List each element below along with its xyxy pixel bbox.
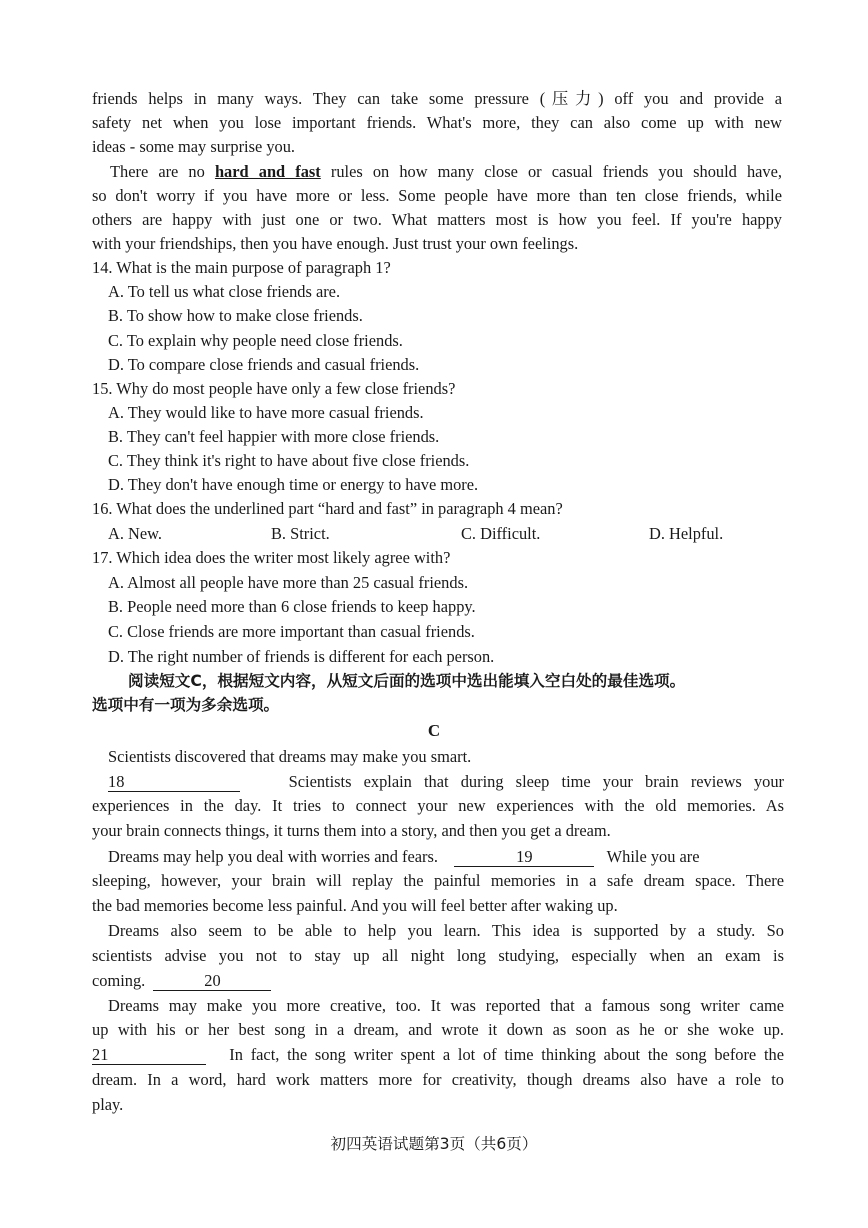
passage-c-p2-line3: your brain connects things, it turns them into a story, and then you get a dream.: [92, 821, 611, 840]
question-16-stem: 16. What does the underlined part “hard and fast” in paragraph 4 mean?: [92, 499, 563, 518]
text-run: Scientists explain that during sleep time your brain reviews your: [288, 772, 784, 791]
passage-c-heading: C: [427, 721, 441, 740]
text-run: Dreams may help you deal with worries and fears.: [108, 847, 438, 866]
question-17-stem: 17. Which idea does the writer most likely agree with?: [92, 548, 451, 567]
question-15-option-a: A. They would like to have more casual friends.: [108, 403, 424, 422]
question-14-option-a: A. To tell us what close friends are.: [108, 282, 341, 301]
question-17-option-a: A. Almost all people have more than 25 casual friends.: [108, 573, 469, 592]
blank-21[interactable]: 21: [92, 1046, 206, 1065]
underlined-phrase: hard and fast: [214, 162, 321, 181]
passage-c-p1: Scientists discovered that dreams may make you smart.: [108, 747, 472, 766]
question-16-option-b: B. Strict.: [271, 524, 330, 543]
passage-c-p5-line2: up with his or her best song in a dream, and wrote it down as soon as he or she woke up.: [92, 1020, 784, 1039]
question-16-option-a: A. New.: [108, 524, 163, 543]
question-15-option-d: D. They don't have enough time or energy to have more.: [108, 475, 479, 494]
passage-b-p4-line4: with your friendships, then you have enough. Just trust your own feelings.: [92, 234, 579, 253]
passage-b-p3-line1: friends helps in many ways. They can take some pressure (压力) off you and provide a: [92, 89, 782, 108]
blank-18[interactable]: 18: [108, 773, 240, 792]
passage-c-p3-line2: sleeping, however, your brain will replay the painful memories in a safe dream space. There: [92, 871, 784, 890]
blank-19[interactable]: 19: [454, 848, 594, 867]
passage-c-p2-line1: [108, 770, 784, 794]
text-run: While you are: [606, 847, 700, 866]
passage-c-p5-line4: dream. In a word, hard work matters more for creativity, though dreams also have a role to: [92, 1070, 784, 1089]
question-17-option-c: C. Close friends are more important than casual friends.: [108, 622, 475, 641]
question-16-option-d: D. Helpful.: [649, 524, 724, 543]
question-15-stem: 15. Why do most people have only a few close friends?: [92, 379, 456, 398]
text-run: There are no: [110, 162, 215, 181]
instructions-line1: 阅读短文C，根据短文内容，从短文后面的选项中选出能填入空白处的最佳选项。: [128, 672, 686, 690]
passage-b-p3-line3: ideas - some may surprise you.: [92, 137, 296, 156]
question-14-option-d: D. To compare close friends and casual friends.: [108, 355, 420, 374]
text-run: In fact, the song writer spent a lot of time thinking about the song before the: [229, 1045, 784, 1064]
passage-c-p4-line1: Dreams also seem to be able to help you learn. This idea is supported by a study. So: [108, 921, 784, 940]
passage-b-p3-line2: safety net when you lose important friends. What's more, they can also come up with new: [92, 113, 782, 132]
passage-c-p5-line3: [92, 1043, 784, 1067]
question-15-option-c: C. They think it's right to have about five close friends.: [108, 451, 470, 470]
question-14-option-b: B. To show how to make close friends.: [108, 306, 363, 325]
page-footer: 初四英语试题第3页（共6页）: [330, 1135, 538, 1153]
question-14-option-c: C. To explain why people need close friends.: [108, 331, 403, 350]
question-16-option-c: C. Difficult.: [461, 524, 541, 543]
text-run: coming.: [92, 971, 146, 990]
passage-c-p4-line3: [92, 969, 782, 993]
passage-c-p4-line2: scientists advise you not to stay up all night long studying, especially when an exam is: [92, 946, 784, 965]
passage-c-p5-line1: Dreams may make you more creative, too. It was reported that a famous song writer came: [108, 996, 784, 1015]
passage-b-p4-line3: others are happy with just one or two. What matters most is how you feel. If you're happy: [92, 210, 782, 229]
blank-20[interactable]: 20: [153, 972, 271, 991]
question-14-stem: 14. What is the main purpose of paragraph 1?: [92, 258, 391, 277]
passage-b-p4-line1: [110, 160, 782, 184]
text-run: rules on how many close or casual friends you should have,: [320, 162, 782, 181]
passage-c-p3-line3: the bad memories become less painful. And you will feel better after waking up.: [92, 896, 618, 915]
question-17-option-d: D. The right number of friends is different for each person.: [108, 647, 495, 666]
passage-c-p5-line5: play.: [92, 1095, 124, 1114]
question-17-option-b: B. People need more than 6 close friends to keep happy.: [108, 597, 476, 616]
question-16-options: [108, 522, 748, 546]
passage-b-p4-line2: so don't worry if you have more or less. Some people have more than ten close friends, while: [92, 186, 782, 205]
instructions-line2: 选项中有一项为多余选项。: [92, 696, 280, 714]
passage-c-p2-line2: experiences in the day. It tries to connect your new experiences with the old memories. As: [92, 796, 784, 815]
passage-c-p3-line1: [108, 845, 784, 869]
question-15-option-b: B. They can't feel happier with more close friends.: [108, 427, 440, 446]
